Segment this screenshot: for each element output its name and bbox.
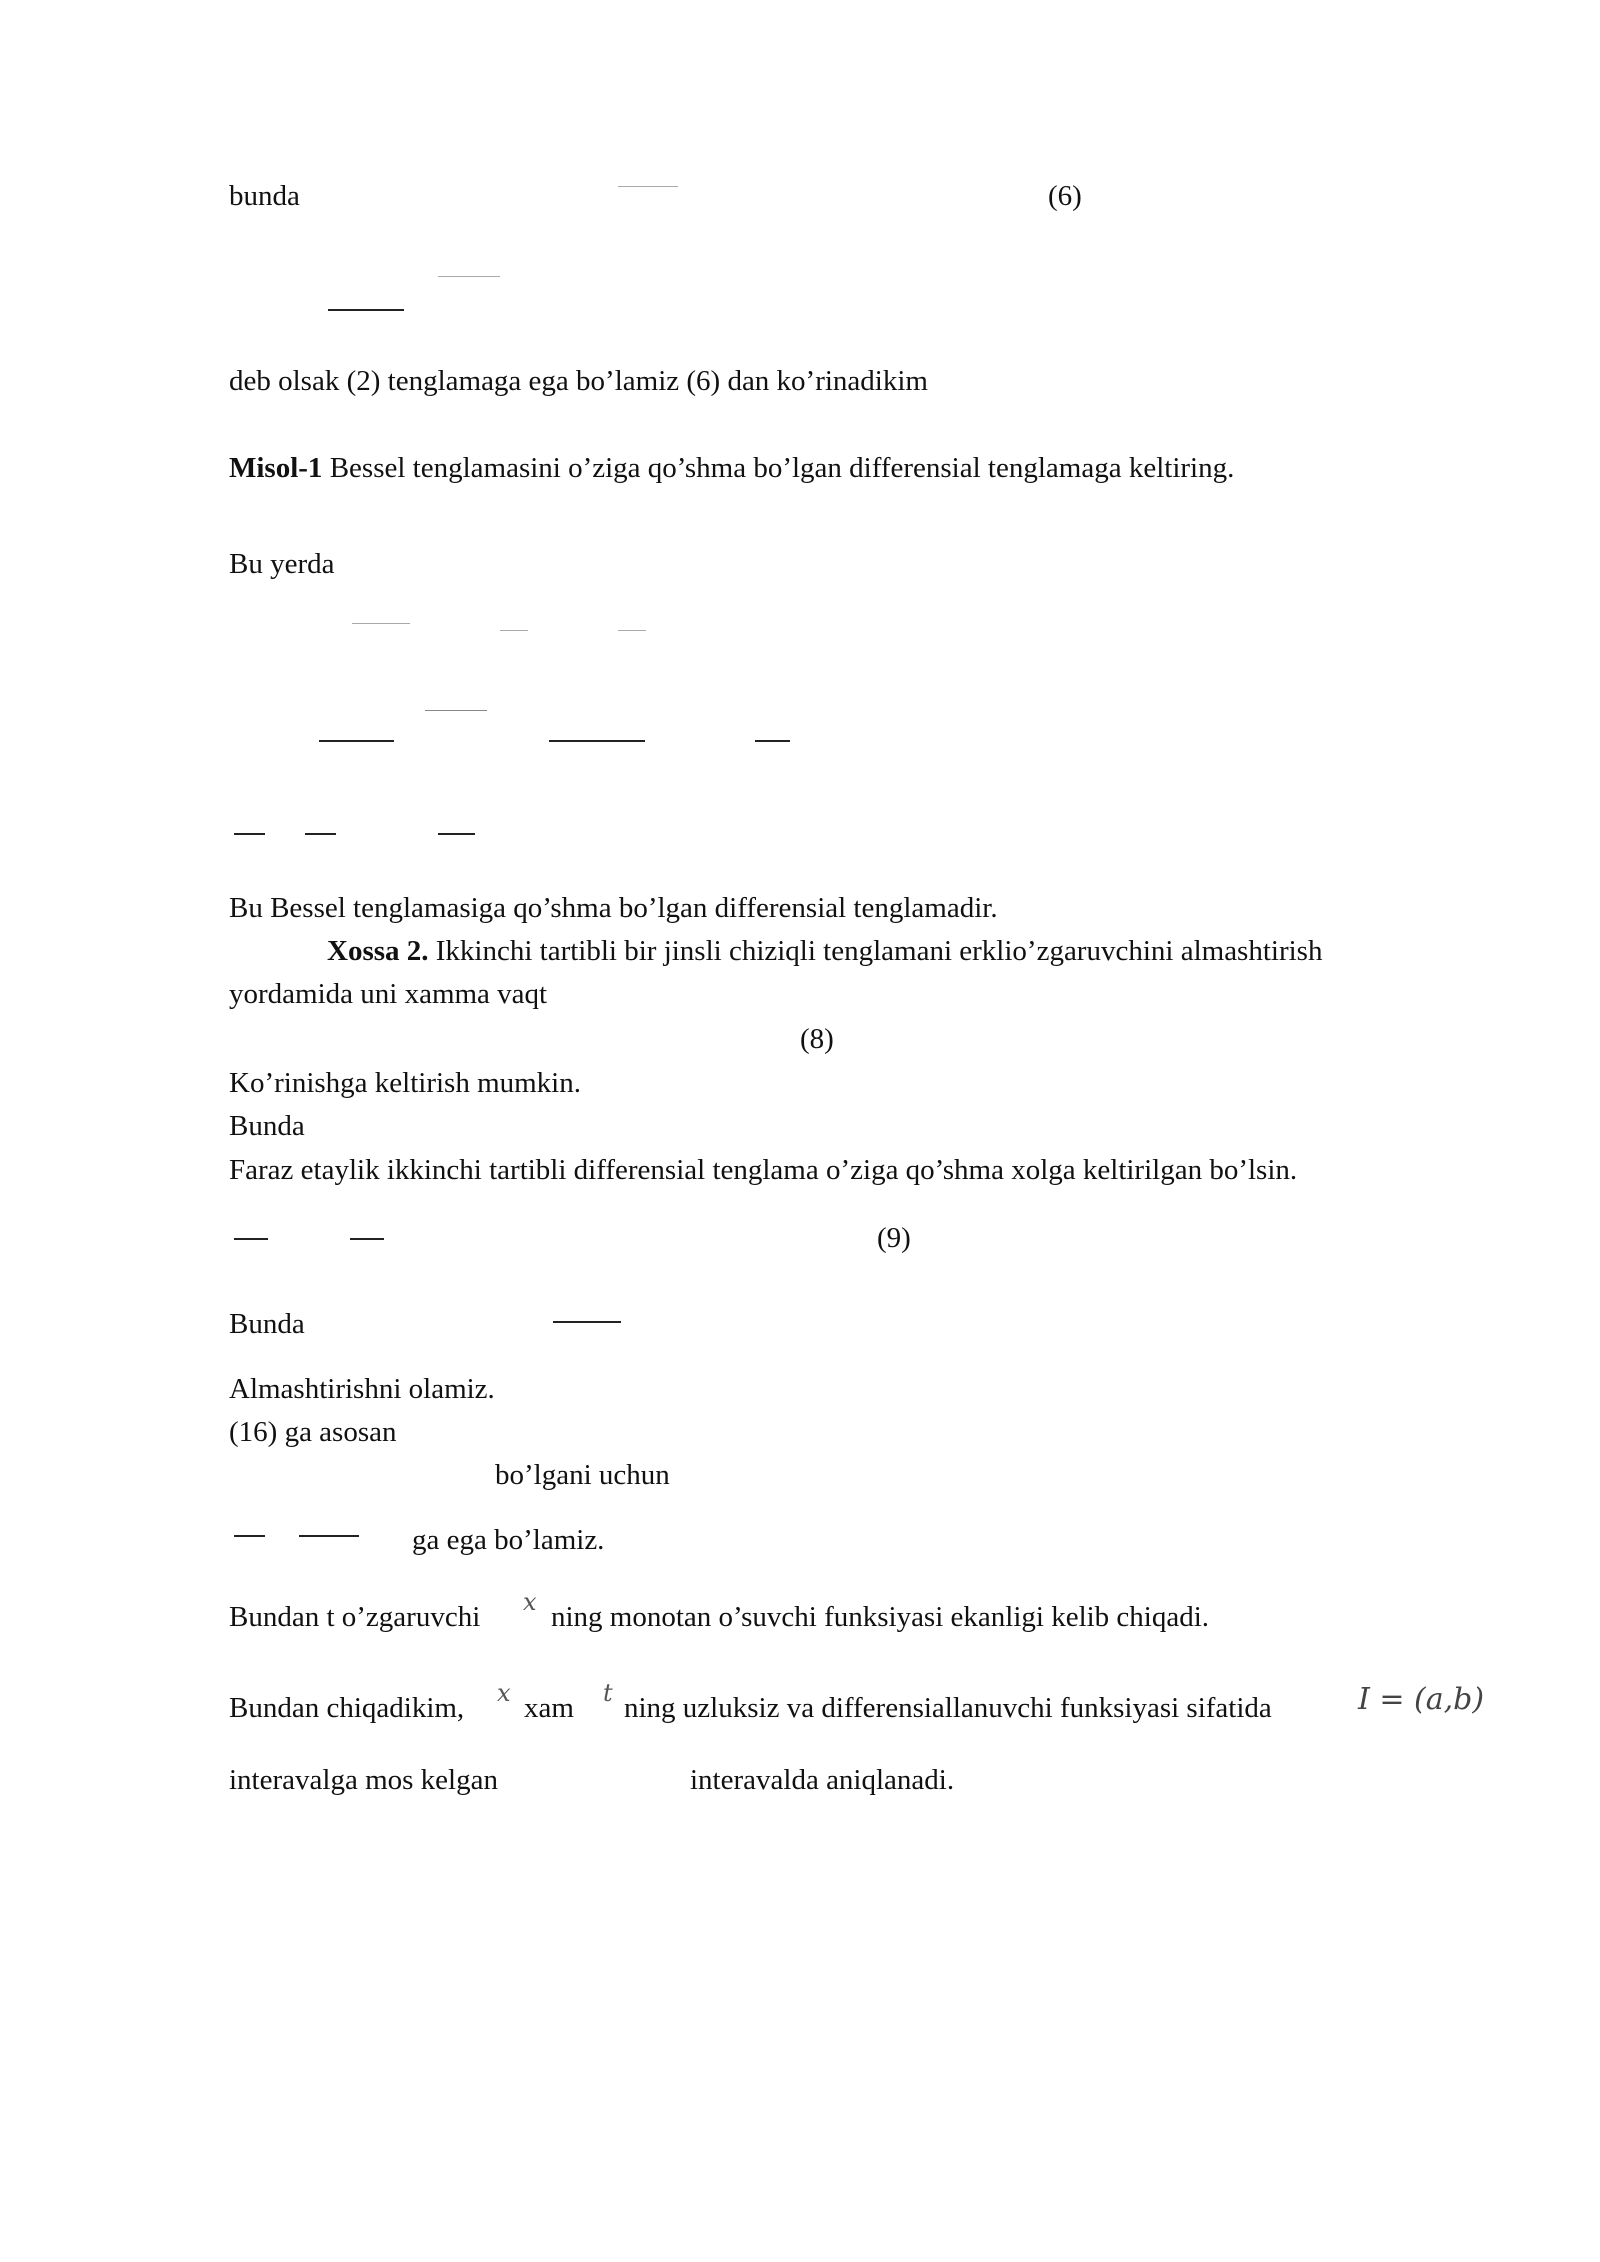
fraction-bar bbox=[553, 1321, 621, 1323]
equation-number-6: (6) bbox=[1048, 180, 1082, 212]
text-asosan: (16) ga asosan bbox=[229, 1416, 397, 1448]
fraction-bar bbox=[755, 740, 790, 742]
text-monotan: ning monotan o’suvchi funksiyasi ekanligi kelib chiqadi. bbox=[551, 1601, 1210, 1633]
fraction-bar bbox=[425, 710, 487, 711]
text-bessel-result: Bu Bessel tenglamasiga qo’shma bo’lgan differensial tenglamadir. bbox=[229, 892, 998, 924]
text-deb-olsak: deb olsak (2) tenglamaga ega bo’lamiz (6) dan ko’rinadikim bbox=[229, 365, 928, 397]
fraction-bar bbox=[549, 740, 645, 742]
fraction-bar bbox=[350, 1238, 384, 1240]
fraction-bar bbox=[618, 186, 678, 187]
fraction-bar bbox=[299, 1535, 359, 1537]
xossa-2-paragraph bbox=[327, 934, 1322, 968]
text-bundan-t: Bundan t o’zgaruvchi bbox=[229, 1601, 481, 1633]
text-interaval-1: interavalga mos kelgan bbox=[229, 1764, 498, 1796]
math-interval: I = (a,b) bbox=[1358, 1682, 1485, 1717]
text-bunda-3: Bunda bbox=[229, 1308, 305, 1340]
text-almashtirish: Almashtirishni olamiz. bbox=[229, 1373, 495, 1405]
equation-number-8: (8) bbox=[800, 1023, 834, 1055]
text-yordamida: yordamida uni xamma vaqt bbox=[229, 978, 548, 1010]
math-x: x bbox=[497, 1679, 511, 1707]
text-ga-ega: ga ega bo’lamiz. bbox=[412, 1524, 605, 1556]
fraction-bar bbox=[319, 740, 394, 742]
fraction-bar bbox=[305, 833, 336, 835]
fraction-bar bbox=[234, 833, 265, 835]
text-bolgani: bo’lgani uchun bbox=[495, 1459, 670, 1491]
text-bundan-chiqadikim: Bundan chiqadikim, bbox=[229, 1692, 465, 1724]
text-xam: xam bbox=[524, 1692, 574, 1724]
fraction-bar bbox=[500, 630, 528, 631]
text-bunda: bunda bbox=[229, 180, 300, 212]
fraction-bar bbox=[438, 276, 500, 277]
misol-1-paragraph bbox=[229, 451, 1234, 485]
fraction-bar bbox=[234, 1238, 268, 1240]
xossa-text: Ikkinchi tartibli bir jinsli chiziqli tenglamani erklio’zgaruvchini almashtirish bbox=[428, 935, 1323, 967]
math-t: t bbox=[603, 1679, 613, 1707]
text-bunda-2: Bunda bbox=[229, 1110, 305, 1142]
misol-text: Bessel tenglamasini o’ziga qo’shma bo’lgan differensial tenglamaga keltiring. bbox=[322, 452, 1235, 484]
fraction-bar bbox=[234, 1535, 265, 1537]
text-uzluksiz: ning uzluksiz va differensiallanuvchi funksiyasi sifatida bbox=[624, 1692, 1272, 1724]
fraction-bar bbox=[618, 630, 646, 631]
math-x: x bbox=[523, 1588, 537, 1616]
xossa-label: Xossa 2. bbox=[327, 935, 429, 967]
equation-number-9: (9) bbox=[877, 1222, 911, 1254]
text-bu-yerda: Bu yerda bbox=[229, 548, 335, 580]
text-korinishga: Ko’rinishga keltirish mumkin. bbox=[229, 1067, 581, 1099]
text-interaval-2: interavalda aniqlanadi. bbox=[690, 1764, 955, 1796]
misol-label: Misol-1 bbox=[229, 452, 323, 484]
text-faraz: Faraz etaylik ikkinchi tartibli differensial tenglama o’ziga qo’shma xolga keltirilgan bo’lsin. bbox=[229, 1154, 1298, 1186]
fraction-bar bbox=[328, 309, 404, 311]
fraction-bar bbox=[438, 833, 475, 835]
fraction-bar bbox=[352, 623, 410, 624]
